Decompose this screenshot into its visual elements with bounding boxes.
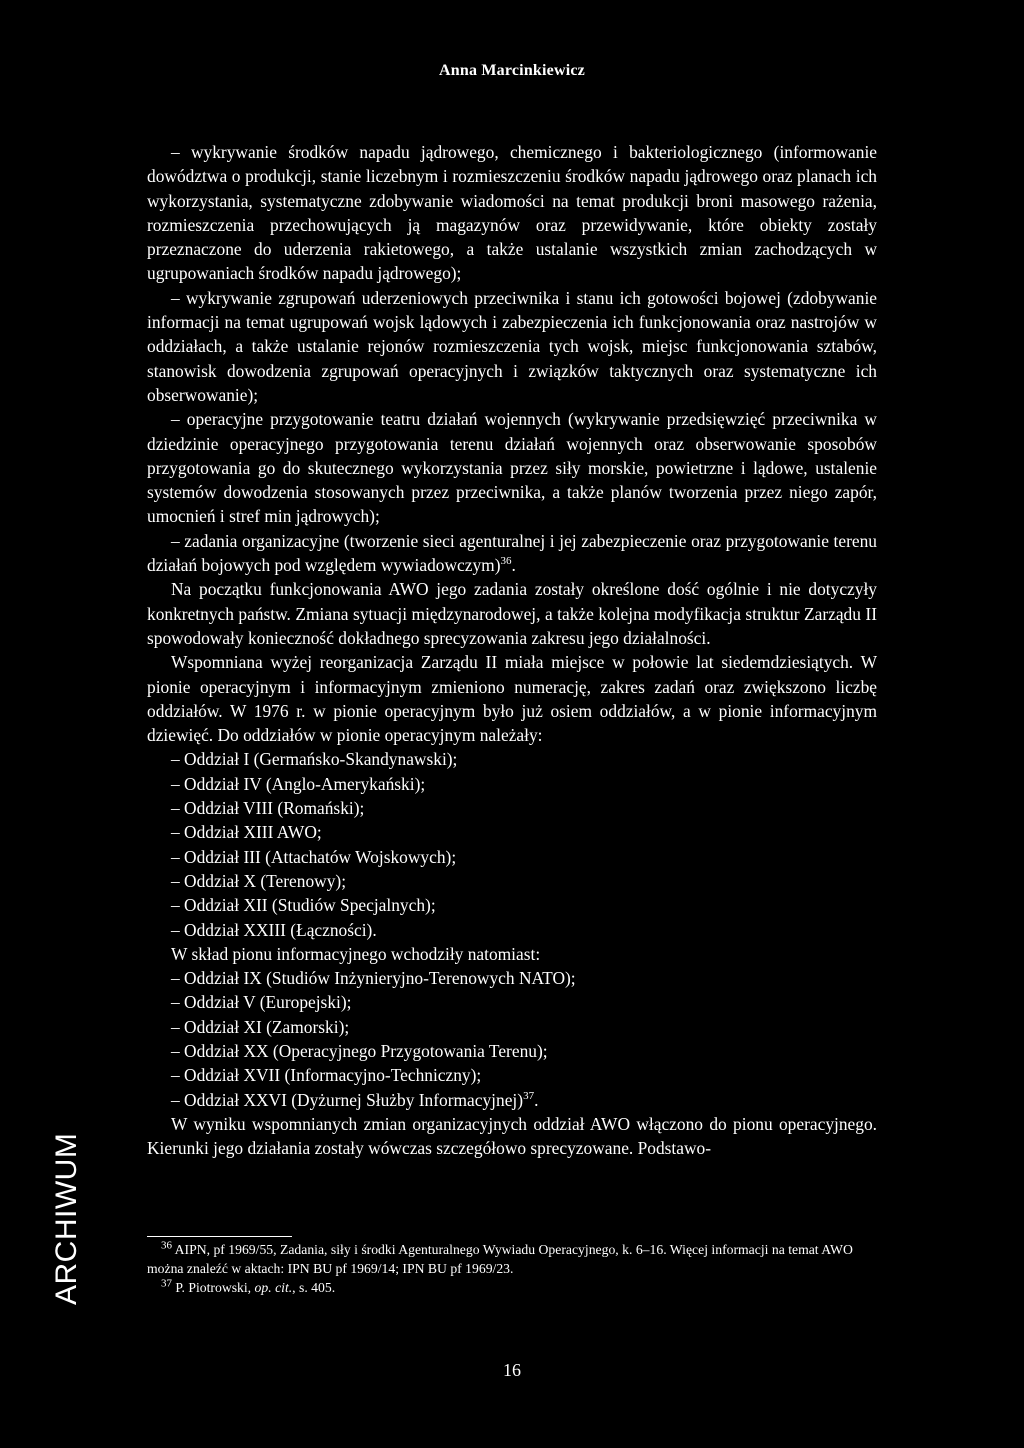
list-item: – Oddział III (Attachatów Wojskowych); bbox=[171, 846, 457, 867]
footnote-text: P. Piotrowski, bbox=[172, 1280, 255, 1295]
footnote-text: , s. 405. bbox=[292, 1280, 336, 1295]
paragraph: – wykrywanie zgrupowań uderzeniowych przeciwnika i stanu ich gotowości bojowej (zdobywanie informacji na temat ugrupowań wojsk lądowych i zabezpieczenia ich funkcjonowania oraz nastrojów w oddziałach, a także ustalanie rejonów rozmieszczenia tych wojsk, miejsc funkcjonowania sztabów, stanowisk dowodzenia zgrupowań operacyjnych i związków taktycznych oraz systematyczne ich obserwowanie); bbox=[147, 287, 877, 405]
list-item: – Oddział XXVI (Dyżurnej Służby Informacyjnej)$^{37}$. bbox=[171, 1089, 539, 1110]
footnote-ref-37: 37 bbox=[523, 1089, 535, 1102]
list-item: – Oddział I (Germańsko-Skandynawski); bbox=[171, 749, 458, 770]
list-item-text: – Oddział XXVI (Dyżurnej Służby Informacyjnej) bbox=[171, 1089, 524, 1110]
paragraph: W wyniku wspomnianych zmian organizacyjnych oddział AWO włączono do pionu operacyjnego. Kierunki jego działania zostały wówczas szczegółowo sprecyzowane. Podstawo- bbox=[147, 1113, 877, 1159]
paragraph: W skład pionu informacyjnego wchodziły natomiast: bbox=[171, 943, 541, 964]
footnote-36 bbox=[147, 1240, 877, 1278]
side-label: ARCHIWUM bbox=[50, 1132, 83, 1305]
list-item: – Oddział IV (Anglo-Amerykański); bbox=[171, 773, 426, 794]
paragraph: Na początku funkcjonowania AWO jego zadania zostały określone dość ogólnie i nie dotyczyły konkretnych państw. Zmiana sytuacji międzynarodowej, a także kolejna modyfikacja struktur Zarządu II spowodowały konieczność dokładnego sprecyzowania zakresu jego działalności. bbox=[147, 579, 877, 648]
footnote-separator bbox=[147, 1236, 292, 1237]
list-item: – Oddział XX (Operacyjnego Przygotowania Terenu); bbox=[171, 1040, 548, 1061]
footnote-number: 37 bbox=[161, 1277, 172, 1290]
footnote-number: 36 bbox=[161, 1239, 172, 1252]
paragraph: – operacyjne przygotowanie teatru działań wojennych (wykrywanie przedsięwzięć przeciwnika w dziedzinie operacyjnego przygotowania terenu działań wojennych oraz obserwowanie sposobów przygotowania go do skutecznego wykorzystania przez siły morskie, powietrzne i lądowe, ustalenie systemów dowodzenia stosowanych przez przeciwnika, a także planów tworzenia przez niego zapór, umocnień i stref min jądrowych); bbox=[147, 409, 877, 527]
main-text bbox=[147, 140, 877, 1160]
footnote-text: AIPN, pf 1969/55, Zadania, siły i środki Agenturalnego Wywiadu Operacyjnego, k. 6–16. Więcej informacji na temat AWO można znaleźć w aktach: IPN BU pf 1969/14; IPN BU pf 1969/23. bbox=[147, 1242, 853, 1276]
footnote-ref-36: 36 bbox=[500, 555, 512, 568]
list-item: – Oddział XII (Studiów Specjalnych); bbox=[171, 895, 436, 916]
list-item: – Oddział X (Terenowy); bbox=[171, 870, 347, 891]
list-item: – Oddział IX (Studiów Inżynieryjno-Terenowych NATO); bbox=[171, 968, 576, 989]
footnote-37 bbox=[147, 1278, 877, 1297]
list-item: – Oddział XI (Zamorski); bbox=[171, 1016, 350, 1037]
list-item: – Oddział XIII AWO; bbox=[171, 822, 322, 843]
page-number: 16 bbox=[503, 1360, 521, 1380]
paragraph: – zadania organizacyjne (tworzenie sieci agenturalnej i jej zabezpieczenie oraz przygotowanie terenu działań bojowych pod względem wywiadowczym)$^{36}$. bbox=[147, 530, 877, 576]
list-item: – Oddział V (Europejski); bbox=[171, 992, 352, 1013]
list-item: – Oddział XVII (Informacyjno-Techniczny); bbox=[171, 1065, 482, 1086]
footnote-italic: op. cit. bbox=[254, 1280, 293, 1295]
paragraph: Wspomniana wyżej reorganizacja Zarządu II miała miejsce w połowie lat siedemdziesiątych. W pionie operacyjnym i informacyjnym zmieniono numerację, zakres zadań oraz zwiększono liczbę oddziałów. W 1976 r. w pionie operacyjnym było już osiem oddziałów, a w pionie informacyjnym dziewięć. Do oddziałów w pionie operacyjnym należały: bbox=[147, 652, 877, 746]
paragraph-text: – zadania organizacyjne (tworzenie sieci agenturalnej i jej zabezpieczenie oraz przygotowanie terenu działań bojowych pod względem wywiadowczym) bbox=[147, 530, 877, 576]
running-header: Anna Marcinkiewicz bbox=[439, 62, 585, 79]
paragraph: – wykrywanie środków napadu jądrowego, chemicznego i bakteriologicznego (informowanie dowództwa o produkcji, stanie liczebnym i rozmieszczeniu środków napadu jądrowego oraz planach ich wykorzystania, systematyczne zdobywanie wiadomości na temat produkcji broni masowego rażenia, rozmieszczenia przechowujących ją magazynów oraz przewidywanie, które obiekty zostały przeznaczone do uderzenia rakietowego, a także ustalanie wszystkich zmian zachodzących w ugrupowaniach środków napadu jądrowego); bbox=[147, 142, 877, 284]
list-item: – Oddział VIII (Romański); bbox=[171, 798, 365, 819]
footnotes bbox=[147, 1240, 877, 1297]
list-item: – Oddział XXIII (Łączności). bbox=[171, 919, 377, 940]
